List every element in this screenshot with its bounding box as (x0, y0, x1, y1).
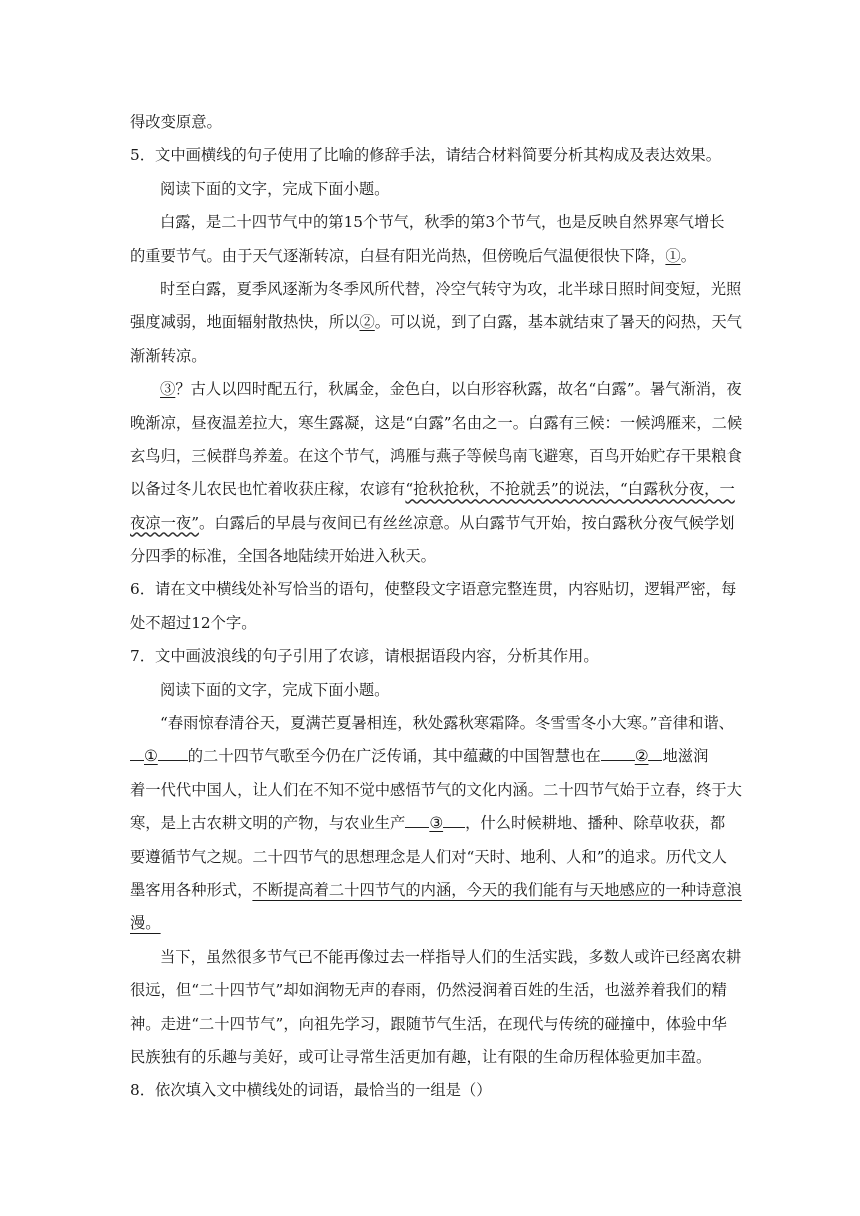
text: 强度减弱，地面辐射散热快，所以 (130, 313, 360, 332)
paragraph-line (130, 974, 730, 1007)
blank-marker-3: ③ (429, 814, 444, 833)
text: 白露，是二十四节气中的第15个节气，秋季的第3个节气，也是反映自然界寒气增长 (160, 213, 725, 232)
paragraph-line (130, 407, 743, 440)
text: 分四季的标准，全国各地陆续开始进入秋天。 (130, 547, 436, 566)
text: 。可以说，到了白露，基本就结束了暑天的闷热，天气 (374, 313, 742, 332)
text: ？古人以四时配五行，秋属金，金色白，以白形容秋露，故名“白露”。暑气渐消，夜 (175, 380, 742, 399)
text: 。白露后的早晨与夜间已有丝丝凉意。从白露节气开始，按白露秋分夜气候学划 (199, 513, 735, 532)
text: 晚渐凉，昼夜温差拉大，寒生露凝，这是“白露”名由之一。白露有三候：一候鸿雁来，二候 (130, 413, 743, 432)
blank-marker-3: ③ (160, 380, 176, 399)
text: 地滋润 (662, 747, 709, 766)
paragraph-line (130, 340, 730, 373)
text: 要遵循节气之规。二十四节气的思想理念是人们对“天时、地利、人和”的追求。历代文人 (130, 847, 727, 866)
text-line (130, 106, 730, 139)
paragraph-line (130, 941, 742, 974)
text: 得改变原意。 (130, 113, 222, 131)
paragraph-line (130, 373, 742, 406)
text: 以备过冬儿农民也忙着收获庄稼，农谚有 (130, 480, 406, 499)
text: 着一代代中国人，让人们在不知不觉中感悟节气的文化内涵。二十四节气始于立春，终于大 (130, 780, 742, 799)
paragraph-line (130, 841, 730, 874)
paragraph-line (130, 473, 735, 506)
text: 当下，虽然很多节气已不能再像过去一样指导人们的生活实践，多数人或许已经离农耕 (160, 947, 742, 966)
blank-marker-1: ① (144, 747, 158, 766)
blank-marker-2: ② (359, 313, 375, 332)
question-8 (130, 1074, 730, 1107)
text: 。 (680, 246, 697, 265)
text: 很远，但“二十四节气”却如润物无声的春雨，仍然浸润着百姓的生活，也滋养着我们的精 (130, 981, 727, 1000)
paragraph-line (130, 206, 730, 239)
wavy-underlined-proverb: 夜凉一夜” (130, 513, 200, 532)
question-text: 8．依次填入文中横线处的词语，最恰当的一组是（） (130, 1081, 492, 1100)
question-6-cont (130, 607, 730, 640)
text: 渐渐转凉。 (130, 346, 207, 365)
paragraph-line (130, 273, 742, 306)
fill-blank (443, 809, 465, 828)
question-6 (130, 573, 737, 606)
blank-marker-1: ① (665, 246, 681, 265)
text: 墨客用各种形式， (130, 880, 253, 899)
instruction-text: 阅读下面的文字，完成下面小题。 (160, 179, 390, 198)
paragraph-line (130, 306, 742, 339)
question-text: 6．请在文中横线处补写恰当的语句，使整段文字语意完整连贯，内容贴切，逻辑严密，每 (130, 580, 737, 599)
fill-blank (130, 742, 144, 761)
text: 民族独有的乐趣与美好，或可让寻常生活更加有趣，让有限的生命历程体验更加丰盈。 (130, 1047, 712, 1066)
paragraph-line (130, 807, 730, 840)
question-text: 7．文中画波浪线的句子引用了农谚，请根据语段内容，分析其作用。 (130, 647, 599, 666)
reading-instruction (130, 674, 730, 707)
paragraph-line (130, 540, 730, 573)
question-text: 5．文中画横线的句子使用了比喻的修辞手法，请结合材料简要分析其构成及表达效果。 (130, 146, 722, 165)
paragraph-line (130, 707, 734, 740)
text: 时至白露，夏季风逐渐为冬季风所代替，冷空气转守为攻，北半球日照时间变短，光照 (160, 279, 742, 298)
paragraph-line (130, 1041, 730, 1074)
text: “春雨惊春清谷天，夏满芒夏暑相连，秋处露秋寒霜降。冬雪雪冬小大寒。”音律和谐、 (160, 714, 734, 733)
text: 的二十四节气歌至今仍在广泛传诵，其中蕴藏的中国智慧也在 (187, 747, 601, 766)
question-5 (130, 139, 730, 172)
fill-blank (648, 742, 662, 761)
blank-marker-2: ② (634, 747, 649, 766)
paragraph-line (130, 1008, 730, 1041)
text: 神。走进“二十四节气”，向祖先学习，跟随节气生活，在现代与传统的碰撞中，体验中华 (130, 1014, 727, 1033)
reading-instruction (130, 173, 730, 206)
wavy-underlined-proverb: “抢秋抢秋，不抢就丢”的说法，“白露秋分夜，一 (405, 480, 735, 499)
text: 寒，是上古农耕文明的产物，与农业生产 (130, 814, 406, 833)
text: 玄鸟归，三候群鸟养羞。在这个节气，鸿雁与燕子等候鸟南飞避寒，百鸟开始贮存干果粮食 (130, 446, 742, 465)
underlined-sentence: 不断提高着二十四节气的内涵，今天的我们能有与天地感应的一种诗意浪 (252, 880, 742, 899)
text: ，什么时候耕地、播种、除草收获，都 (465, 814, 726, 833)
underlined-sentence: 漫。 (130, 914, 161, 933)
text: 的重要节气。由于天气逐渐转凉，白昼有阳光尚热，但傍晚后气温便很快下降， (130, 246, 666, 265)
fill-blank (158, 742, 188, 761)
paragraph-line (130, 774, 742, 807)
paragraph-line (130, 907, 730, 940)
document-page (130, 106, 743, 1108)
paragraph-line (130, 740, 730, 773)
fill-blank (601, 742, 635, 761)
fill-blank (405, 809, 429, 828)
paragraph-line (130, 874, 742, 907)
question-text: 处不超过12个字。 (130, 613, 257, 632)
instruction-text: 阅读下面的文字，完成下面小题。 (160, 680, 390, 699)
paragraph-line (130, 440, 742, 473)
paragraph-line (130, 507, 735, 540)
question-7 (130, 640, 730, 673)
paragraph-line (130, 240, 730, 273)
